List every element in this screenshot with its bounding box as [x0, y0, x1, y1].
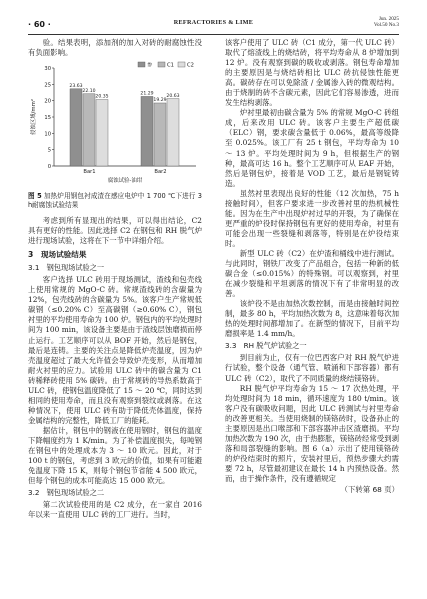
y-tick-label: 25	[44, 82, 51, 89]
section-3-heading: 3 现场试验结果	[28, 250, 87, 260]
bar-value-label: 22.10	[82, 89, 96, 95]
x-axis-label: 腐蚀试验-油坩	[107, 178, 143, 185]
bar-value-label: 20.35	[95, 94, 109, 100]
caption-label: 图 5	[28, 192, 42, 201]
bar	[70, 89, 82, 166]
legend-swatch	[158, 62, 165, 67]
issue-volume: Vol.50 No.3	[373, 22, 399, 29]
right-paragraph-7: RH 脱气炉平均寿命为 15 ～ 17 次热处理，平均处理时间为 18 min，循环速度为 180 t/min。该客户没有碳吸收问题，因此 ULC 砖测试与衬里寿命的改善更相关。当使用烧制的镁铬砖时，设备孙止的主要原因是出口喉部和下部容器冲击区渣磨损。平均加热次数为 190 次，由于热膨胀，镁铬砖经常受到剥落和局部裂缝的影响。图 6（a）示出了使用镁铬砖的炉役结束时的照片，安装衬里后，预热步骤大约需要 72 h，尽管最初建议在最长 14 h 内预热设备。然而，由于操作条件，没有遵循规定	[225, 383, 400, 483]
right-paragraph-6: 到目前为止，仅有一位巴西客户对 RH 脱气炉进行试验，整个设备（通气管、喷涌和下部容器）都有 ULC 砖（C2），取代了不同质量的烧结镁铬砖。	[225, 353, 399, 383]
y-tick-label: 30	[44, 66, 51, 73]
bar-value-label: 23.63	[69, 84, 83, 90]
section-3-1-paragraph-2: 据估计，钢包中的钢液在使用钢时，钢包的温度下降幅度约为 1 K/min。为了补偿温度损失，每吨钢在钢包中的处理成本为 3 ～ 10 欧元。因此，对于 100 t 的钢包，考虑到 3 欧元的价值，如果有可能避免温度下降 15 K，则每个钢包节省能 4 500 欧元，但每个钢包的成本可能高达 15 000 欧元。	[28, 425, 202, 486]
section-3-2-heading: 3.2 钢包现场试验之二	[28, 488, 105, 498]
y-tick-label: 5	[47, 147, 51, 154]
bar-value-label: 19.29	[153, 98, 167, 104]
page-number: · 60 ·	[28, 20, 51, 29]
right-paragraph-4: 新型 ULC 砖（C2）在炉渣和桶线中进行测试。与此同时，钢铁厂改变了产品组合，包括一种新的低碳合金（≤0.015%）的特殊钢。可以观察到，衬里在减少裂缝和平坦剥落的情况下有了非常明显的改善。	[225, 248, 399, 299]
legend-swatch	[178, 62, 185, 67]
x-tick-label: Bar1	[83, 169, 96, 176]
issue-info	[374, 16, 399, 29]
page-header	[28, 14, 399, 36]
issue-date: Jun. 2025	[378, 16, 399, 22]
right-paragraph-3: 虽然衬里表现出良好的性能（12 次加热，75 h 接触时间），但客户要求进一步改善衬里的热机械性能。因为在生产中出现炉衬过早的开裂，为了确保在更严重的炉役时保持钢包有更好的使用寿命，衬里有可能会出现一些裂缝和剥落等，特别是在炉役结束时。	[225, 188, 399, 248]
bar-value-label: 20.63	[166, 93, 180, 99]
section-3-2-paragraph-1: 第二次试验使用的是 C2 成分，在一家自 2016 年以来一直使用 ULC 砖的工厂进行。当时，	[28, 500, 202, 520]
right-paragraph-2: 炉衬里最初由碳含量为 5% 的常规 MgO-C 砖组成，后来改用 ULC 砖。该客户主要生产超低碳（ELC）钢，要求碳含量低于 0.06%，最高等级降至 0.025%。该工厂有 25 t 钢包，平均寿命为 10 ～ 13 炉。平均处理时间为 9 h，但根据生产的钢种，最高可达 16 h。整个工艺顺序可从 EAF 开始，然后是钢包炉，接着是 VOD 工艺，最后是钢锭铸造。	[225, 108, 399, 188]
right-paragraph-5: 该炉役不是由加热次数控制，而是由接触时间控制，最多 80 h，平均加热次数为 8，这意味着每次加热的处理时间都增加了。在新型的情况下，目前平均磨损率是 1.4 mm/h。	[225, 299, 399, 339]
bar	[154, 103, 166, 166]
bar	[83, 94, 95, 166]
bar-chart-svg	[28, 60, 202, 190]
figure-5-chart	[28, 60, 202, 190]
left-column	[28, 38, 202, 520]
bar	[141, 97, 153, 167]
header-rule	[28, 34, 399, 35]
legend-swatch	[138, 62, 145, 67]
legend-label: C2	[187, 62, 194, 69]
right-column	[225, 38, 399, 495]
y-tick-label: 0	[47, 164, 51, 171]
continued-note: （下转第 68 页）	[340, 485, 399, 495]
bar	[96, 100, 108, 166]
x-tick-label: Bar2	[154, 169, 167, 176]
bar	[167, 99, 179, 166]
section-3-3-heading: 3.3 RH 脱气炉试验之一	[225, 341, 307, 351]
bar-value-label: 21.29	[140, 91, 154, 97]
y-axis-label: 侵蚀区域/mm²	[31, 99, 37, 136]
y-tick-label: 15	[44, 115, 51, 122]
y-tick-label: 10	[44, 131, 51, 138]
legend-label: 参	[147, 62, 153, 69]
caption-text: 加热炉用钢包衬成渣在感应电炉中 1 700 ℃下进行 3 h耐腐蚀试验结果	[28, 192, 202, 210]
legend-label: C1	[167, 62, 174, 69]
y-tick-label: 20	[44, 98, 51, 105]
figure-5-caption	[28, 192, 202, 210]
right-paragraph-1: 该客户使用了 ULC 砖（C1 成分，第一代 ULC 砖）取代了熔渣线上的烧结砖，将平均寿命从 8 炉增加到 12 炉。没有观察到碳的吸收或剥落。钢包寿命增加的主要原因是与烧结砖相比 ULC 砖抗侵蚀性能更高。碳砖存在可以免除渣 / 金属渗入砖的微观结构。由于烧制的砖不含碳元素，因此它们容易渗透，进而发生结构剥落。	[225, 38, 399, 108]
journal-title: REFRACTORIES & LIME	[173, 19, 254, 26]
section-3-1-paragraph-1: 客户选择 ULC 砖用于现场测试，渣线和包壳线上使用常规的 MgO-C 砖。常规渣线砖的含碳量为 12%，包壳线砖的含碳量为 5%。该客户生产常规低碳钢（≤0.20% C）至高碳钢（≥0.60% C），钢包衬里的平均使用寿命为 100 炉。钢包内的平均处理时间为 100 min，该设备主要是由于渣线层蚀磨损而停止运行。工艺顺序可以从 BOF 开始，然后是钢包，最后是连铸。主要的关注点是降低炉壳温度，因为炉壳温度超过了最大允许值会导致炉壳变形，从而增加耐火衬里的应力。试验用 ULC 砖中的碳含量为 C1 砖稀释砖使用 5% 碳砖。由于常规砖的导热系数高于 ULC 砖，使钢包温度降低了 15 ～ 20 ℃，同时达到相同的使用寿命，而且没有观察到裂纹或剥落。在这种情况下，使用 ULC 砖有助于降低壳体温度，保持金属结构的完整性，降低工厂的能耗。	[28, 275, 203, 425]
conclusion-paragraph: 考虑到所有显现出的结果，可以得出结论，C2 具有更好的性能。因此选择 C2 在钢包和 RH 脱气炉进行现场试验，这将在下一节中详细介绍。	[28, 216, 202, 246]
section-3-1-heading: 3.1 钢包现场试验之一	[28, 263, 105, 273]
intro-paragraph: 验。结果表明，添加剂的加入对砖的耐腐蚀性没有负面影响。	[28, 38, 202, 58]
